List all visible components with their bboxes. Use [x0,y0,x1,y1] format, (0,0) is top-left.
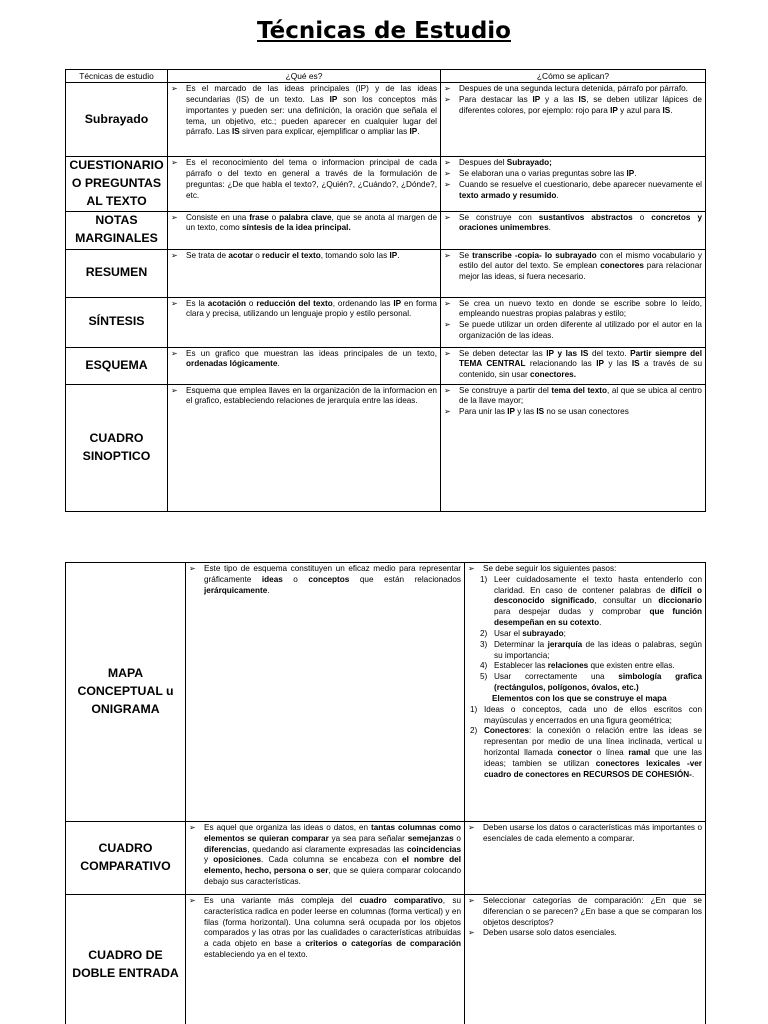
bullet-item: ➢ Se crea un nuevo texto en donde se escribe sobre lo leído, empleando nuestras propias palabras y estilo; [444,299,702,321]
definition-cell [186,822,465,895]
table-row [66,895,706,1024]
bullet-item: ➢ Consiste en una frase o palabra clave, que se anota al margen de un texto, como síntesis de la idea principal. [171,213,437,235]
technique-label: RESUMEN [66,249,168,297]
graphic-organizers-table [65,562,706,1024]
application-cell [441,211,706,249]
table-row [66,384,706,511]
header-how-applied: ¿Cómo se aplican? [441,70,706,83]
definition-cell [168,211,441,249]
item-number: 1) [480,574,488,584]
elements-title: Elementos con los que se construye el mapa [492,693,667,703]
bullet-item: ➢ Para destacar las IP y a las IS, se deben utilizar lápices de diferentes colores, por ejemplo: rojo para IP y azul para IS. [444,95,702,117]
application-cell [465,822,706,895]
definition-cell [168,83,441,157]
table-row [66,822,706,895]
header-what-is: ¿Qué es? [168,70,441,83]
bullet-item: ➢ Es una variante más compleja del cuadro comparativo, su característica radica en poder leerse en columnas (forma vertical) y en filas (forma horizontal). Una columna será ocupada por los objetos comparados y las otras por las cualidades o características atribuidas a cada objeto en base a criterios o categorías de comparación estableciendo ya en el texto. [189,896,461,961]
item-number: 2) [470,726,478,736]
definition-cell [168,347,441,384]
application-cell [441,249,706,297]
technique-label: NOTAS MARGINALES [66,211,168,249]
bullet-item: ➢ Es aquel que organiza las ideas o datos, en tantas columnas como elementos se quieran comparar ya sea para señalar semejanzas o diferencias, quedando asi claramente expresadas las coincidencias y oposiciones. Cada columna se encabeza con el nombre del elemento, hecho, persona o ser, que se quiera comparar colocando debajo sus características. [189,823,461,888]
application-cell [465,563,706,822]
technique-label: SÍNTESIS [66,297,168,347]
bullet-item: ➢ Es la acotación o reducción del texto, ordenando las IP en forma clara y precisa, utilizando un lenguaje propio y estilo personal. [171,299,437,321]
item-number: 1) [470,704,478,714]
item-number: 5) [480,672,488,682]
bullet-item: ➢ Despues de una segunda lectura detenida, párrafo por párrafo. [444,84,702,95]
bullet-item: ➢ Cuando se resuelve el cuestionario, debe aparecer nuevamente el texto armado y resumido. [444,180,702,202]
numbered-item: 1) Leer cuidadosamente el texto hasta entenderlo con claridad. En caso de contener palabras de difícil o desconocido significado, consultar un diccionario para despejar dudas y comprobar que función desempeñan en su cotexto. [480,574,703,628]
bullet-item: ➢ Para unir las IP y las IS no se usan conectores [444,407,702,418]
bullet-item: ➢ Despues del Subrayado; [444,158,702,169]
bullet-item: ➢ Es el reconocimiento del tema o informacion principal de cada párrafo o del texto en general a través de la formulación de preguntas: ¿De que habla el texto?, ¿Quién?, ¿Cuándo?, ¿Dónde?, etc. [171,158,437,201]
item-number: 2) [480,628,488,638]
definition-cell [168,384,441,511]
steps-intro: ➢ Se debe seguir los siguientes pasos: [468,564,702,575]
bullet-item: ➢ Este tipo de esquema constituyen un eficaz medio para representar gráficamente ideas o conceptos que están relacionados jerárquicamente. [189,564,461,596]
bullet-item: ➢ Esquema que emplea llaves en la organización de la informacion en el grafico, estableciendo relaciones de jerarquía entre las ideas. [171,386,437,408]
definition-cell [186,895,465,1024]
numbered-item: 5) Usar correctamente una simbología grafica (rectángulos, polígonos, óvalos, etc.) [480,672,702,693]
bullet-item: ➢ Se construye con sustantivos abstractos o concretos y oraciones unimembres. [444,213,702,235]
numbered-item: 4) Establecer las relaciones que existen entre ellas. [480,661,675,671]
bullet-item: ➢ Deben usarse los datos o características más importantes o esenciales de cada elemento a comparar. [468,823,702,845]
technique-label: MAPA CONCEPTUAL u ONIGRAMA [66,563,186,822]
definition-cell [168,297,441,347]
bullet-item: ➢ Se deben detectar las IP y las IS del texto. Partir siempre del TEMA CENTRAL relacionando las IP y las IS a través de su contenido, sin usar conectores. [444,349,702,381]
definition-cell [168,157,441,211]
application-cell [465,895,706,1024]
table-row [66,563,706,822]
numbered-item: 3) Determinar la jerarquía de las ideas o palabras, según su importancia; [480,639,702,660]
table-header-row [66,70,706,83]
item-number: 3) [480,639,488,649]
bullet-item: ➢ Se construye a partir del tema del texto, al que se ubica al centro de la llave mayor; [444,386,702,408]
application-cell [441,347,706,384]
technique-label: CUESTIONARIO O PREGUNTAS AL TEXTO [66,157,168,211]
application-cell [441,297,706,347]
technique-label: CUADRO SINOPTICO [66,384,168,511]
bullet-item: ➢ Se elaboran una o varias preguntas sobre las IP. [444,169,702,180]
bullet-item: ➢ Se trata de acotar o reducir el texto, tomando solo las IP. [171,251,437,262]
application-cell [441,83,706,157]
header-technique: Técnicas de estudio [66,70,168,83]
definition-cell [168,249,441,297]
techniques-table [65,69,706,512]
definition-cell [186,563,465,822]
application-cell [441,157,706,211]
bullet-item: ➢ Se transcribe -copia- lo subrayado con el mismo vocabulario y estilo del autor del texto. Se emplean conectores para relacionar mejor las ideas, si fuera necesario. [444,251,702,283]
document-title: Técnicas de Estudio [257,18,511,44]
table-row [66,83,706,157]
steps-list [468,575,702,694]
numbered-item: 2) Usar el subrayado; [480,628,566,638]
item-number: 4) [480,661,488,671]
bullet-item: ➢ Se puede utilizar un orden diferente al utilizado por el autor en la organización de las ideas. [444,320,702,342]
technique-label: Subrayado [66,83,168,157]
table-row [66,297,706,347]
technique-label: ESQUEMA [66,347,168,384]
technique-label: CUADRO DE DOBLE ENTRADA [66,895,186,1024]
application-cell [441,384,706,511]
bullet-item: ➢ Deben usarse solo datos esenciales. [468,928,702,939]
bullet-item: ➢ Es el marcado de las ideas principales (IP) y de las ideas secundarias (IS) de un texto. Las IP son los conceptos más importantes y pueden ser: una definición, la oración que señala el tema, un objetivo, etc.; pueden aparecer en cualquier lugar del párrafo. Las IS sirven para explicar, ejemplificar o ampliar las IP. [171,84,437,138]
technique-label: CUADRO COMPARATIVO [66,822,186,895]
elements-list [468,705,702,781]
numbered-item: 2) Conectores: la conexión o relación entre las ideas se representan por medio de una línea inclinada, vertical u horizontal llamada conector o línea ramal que une las ideas; tambien se utilizan conectores lexicales -ver cuadro de conectores en RECURSOS DE COHESIÓN-. [470,726,702,779]
numbered-item: 1) Ideas o conceptos, cada uno de ellos escritos con mayúsculas y encerrados en una figura geométrica; [470,704,702,725]
table-row [66,157,706,211]
bullet-item: ➢ Es un grafico que muestran las ideas principales de un texto, ordenadas lógicamente. [171,349,437,371]
table-row [66,249,706,297]
table-row [66,347,706,384]
bullet-item: ➢ Seleccionar categorías de comparación: ¿En que se diferencian o se parecen? ¿En base a que se comparan los objetos descriptos? [468,896,702,928]
table-row [66,211,706,249]
